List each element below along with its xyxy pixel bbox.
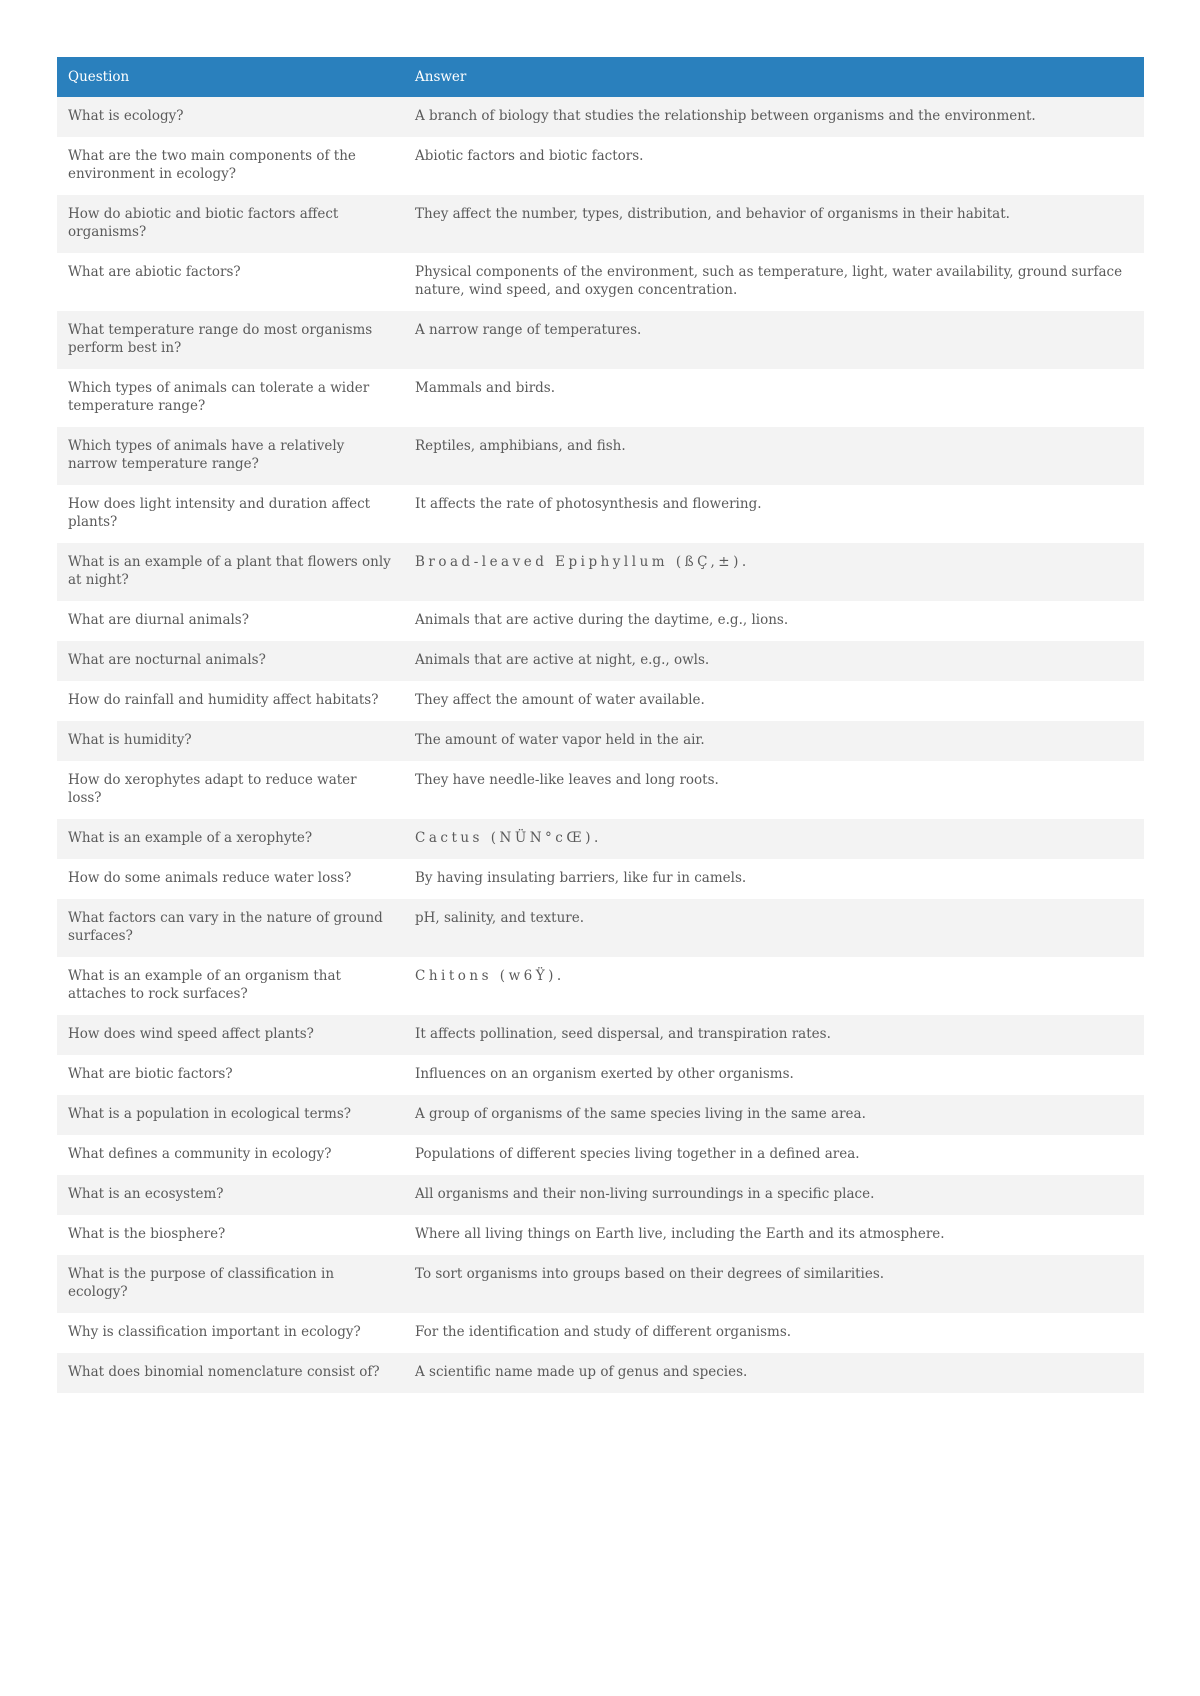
answer-cell: pH, salinity, and texture. (404, 899, 1144, 957)
table-row (57, 137, 1144, 195)
question-cell: What is humidity? (57, 721, 404, 761)
question-cell: What is ecology? (57, 97, 404, 137)
table-row (57, 957, 1144, 1015)
table-row (57, 1015, 1144, 1055)
question-cell: What are diurnal animals? (57, 601, 404, 641)
table-row (57, 485, 1144, 543)
question-cell: How do some animals reduce water loss? (57, 859, 404, 899)
header-row (57, 57, 1144, 97)
table-row (57, 1095, 1144, 1135)
answer-cell: It affects the rate of photosynthesis and flowering. (404, 485, 1144, 543)
question-cell: What are biotic factors? (57, 1055, 404, 1095)
question-cell: What is an example of a xerophyte? (57, 819, 404, 859)
question-cell: What are abiotic factors? (57, 253, 404, 311)
answer-cell: Cactus (NÜN°cŒ). (404, 819, 1144, 859)
answer-cell: Broad-leaved Epiphyllum (ßÇ,±). (404, 543, 1144, 601)
answer-cell: Where all living things on Earth live, including the Earth and its atmosphere. (404, 1215, 1144, 1255)
answer-cell: A scientific name made up of genus and species. (404, 1353, 1144, 1393)
answer-cell: A group of organisms of the same species living in the same area. (404, 1095, 1144, 1135)
table-row (57, 195, 1144, 253)
table-row (57, 819, 1144, 859)
question-cell: What is the purpose of classification in ecology? (57, 1255, 404, 1313)
table-row (57, 311, 1144, 369)
question-cell: What is an example of an organism that attaches to rock surfaces? (57, 957, 404, 1015)
table-row (57, 543, 1144, 601)
question-column-header: Question (57, 57, 404, 97)
table-row (57, 1135, 1144, 1175)
question-cell: What is a population in ecological terms? (57, 1095, 404, 1135)
question-cell: What are nocturnal animals? (57, 641, 404, 681)
question-cell: Which types of animals can tolerate a wider temperature range? (57, 369, 404, 427)
question-cell: What is an ecosystem? (57, 1175, 404, 1215)
table-body (57, 97, 1144, 1393)
answer-cell: Influences on an organism exerted by other organisms. (404, 1055, 1144, 1095)
question-cell: What temperature range do most organisms perform best in? (57, 311, 404, 369)
question-cell: What factors can vary in the nature of ground surfaces? (57, 899, 404, 957)
answer-cell: All organisms and their non-living surroundings in a specific place. (404, 1175, 1144, 1215)
table-row (57, 253, 1144, 311)
question-cell: Which types of animals have a relatively narrow temperature range? (57, 427, 404, 485)
table-row (57, 97, 1144, 137)
answer-cell: Abiotic factors and biotic factors. (404, 137, 1144, 195)
answer-cell: It affects pollination, seed dispersal, and transpiration rates. (404, 1015, 1144, 1055)
table-row (57, 1055, 1144, 1095)
question-cell: How do abiotic and biotic factors affect organisms? (57, 195, 404, 253)
answer-cell: Reptiles, amphibians, and fish. (404, 427, 1144, 485)
answer-cell: Physical components of the environment, such as temperature, light, water availability, ground surface nature, wind speed, and oxygen concentration. (404, 253, 1144, 311)
table-row (57, 369, 1144, 427)
table-row (57, 681, 1144, 721)
table-row (57, 721, 1144, 761)
answer-cell: Animals that are active at night, e.g., owls. (404, 641, 1144, 681)
answer-cell: Animals that are active during the daytime, e.g., lions. (404, 601, 1144, 641)
table-header (57, 57, 1144, 97)
question-cell: What defines a community in ecology? (57, 1135, 404, 1175)
table-row (57, 1353, 1144, 1393)
answer-cell: For the identification and study of different organisms. (404, 1313, 1144, 1353)
table-row (57, 427, 1144, 485)
qa-table (57, 57, 1144, 1393)
table-row (57, 601, 1144, 641)
answer-cell: They have needle-like leaves and long roots. (404, 761, 1144, 819)
question-cell: How does wind speed affect plants? (57, 1015, 404, 1055)
question-cell: How do rainfall and humidity affect habitats? (57, 681, 404, 721)
answer-cell: They affect the amount of water available. (404, 681, 1144, 721)
table-row (57, 859, 1144, 899)
table-row (57, 899, 1144, 957)
table-row (57, 1175, 1144, 1215)
table-row (57, 1215, 1144, 1255)
answer-cell: Mammals and birds. (404, 369, 1144, 427)
table-row (57, 641, 1144, 681)
question-cell: How does light intensity and duration affect plants? (57, 485, 404, 543)
answer-cell: The amount of water vapor held in the air. (404, 721, 1144, 761)
question-cell: Why is classification important in ecology? (57, 1313, 404, 1353)
table-row (57, 1255, 1144, 1313)
table-row (57, 761, 1144, 819)
answer-column-header: Answer (404, 57, 1144, 97)
answer-cell: To sort organisms into groups based on their degrees of similarities. (404, 1255, 1144, 1313)
answer-cell: Populations of different species living together in a defined area. (404, 1135, 1144, 1175)
table-row (57, 1313, 1144, 1353)
question-cell: What is the biosphere? (57, 1215, 404, 1255)
answer-cell: A narrow range of temperatures. (404, 311, 1144, 369)
question-cell: How do xerophytes adapt to reduce water loss? (57, 761, 404, 819)
answer-cell: They affect the number, types, distribution, and behavior of organisms in their habitat. (404, 195, 1144, 253)
answer-cell: By having insulating barriers, like fur in camels. (404, 859, 1144, 899)
answer-cell: A branch of biology that studies the relationship between organisms and the environment. (404, 97, 1144, 137)
question-cell: What are the two main components of the environment in ecology? (57, 137, 404, 195)
question-cell: What does binomial nomenclature consist of? (57, 1353, 404, 1393)
question-cell: What is an example of a plant that flowers only at night? (57, 543, 404, 601)
answer-cell: Chitons (w6Ÿ). (404, 957, 1144, 1015)
